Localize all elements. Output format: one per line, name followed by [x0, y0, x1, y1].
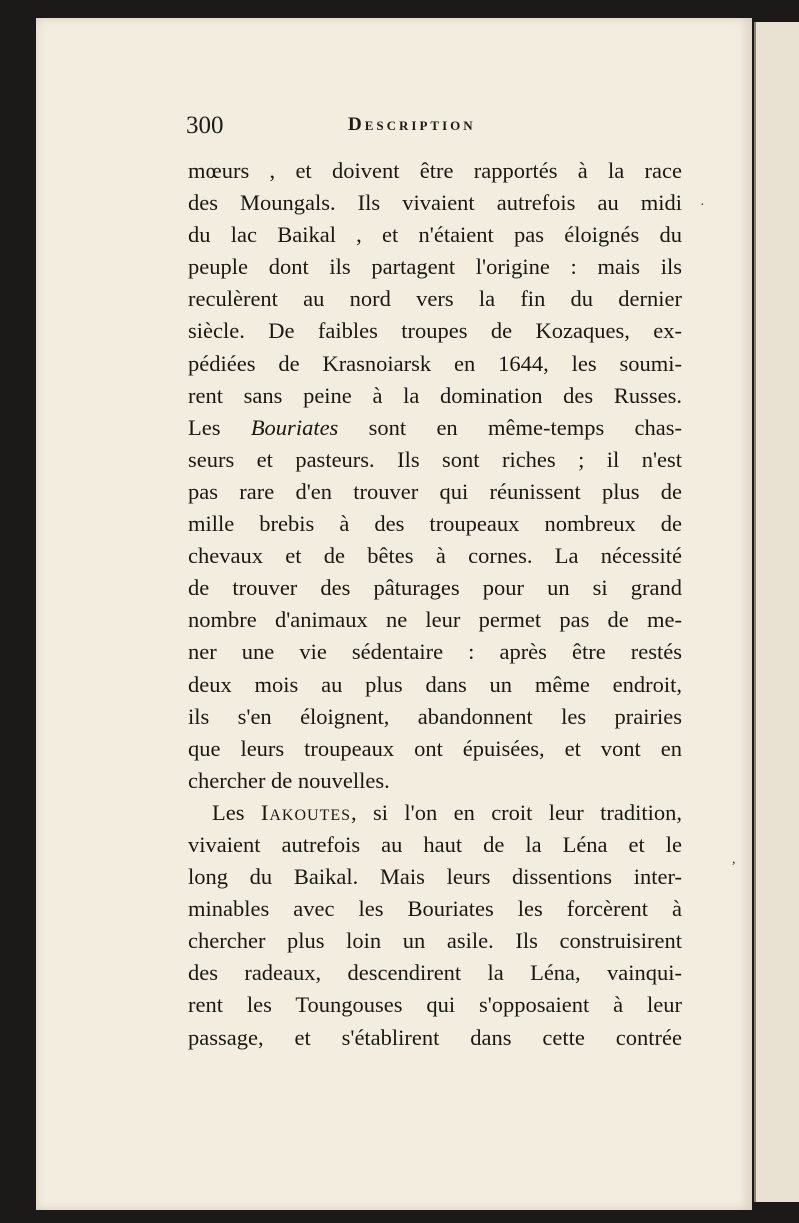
text-line: deux mois au plus dans un même endroit,	[188, 671, 682, 697]
text-line: passage, et s'établirent dans cette contrée	[188, 1024, 682, 1050]
text-line: nombre d'animaux ne leur permet pas de me-	[188, 607, 682, 633]
running-title: Description	[348, 114, 476, 135]
text-line: reculèrent au nord vers la fin du dernier	[188, 286, 682, 312]
page-number: 300	[186, 112, 224, 139]
text-line: de trouver des pâturages pour un si grand	[188, 575, 682, 601]
text-line: chercher de nouvelles.	[188, 767, 390, 793]
page-header	[186, 112, 682, 140]
text-line: du lac Baikal , et n'étaient pas éloignés du	[188, 222, 682, 248]
text-line: seurs et pasteurs. Ils sont riches ; il n'est	[188, 446, 682, 472]
text-line: pas rare d'en trouver qui réunissent plus de	[188, 478, 682, 504]
margin-speck: ,	[732, 852, 736, 867]
text-line: siècle. De faibles troupes de Kozaques, ex-	[188, 318, 682, 344]
text-line: des Moungals. Ils vivaient autrefois au midi	[188, 190, 682, 216]
text-line: ner une vie sédentaire : après être restés	[188, 639, 682, 665]
small-caps-term: Iakoutes	[260, 799, 352, 825]
text-line: rent sans peine à la domination des Russes.	[188, 382, 682, 408]
text-line: minables avec les Bouriates les forcèrent à	[188, 896, 682, 922]
text-fragment: , si l'on en croit leur tradition,	[351, 799, 683, 825]
text-line: pédiées de Krasnoiarsk en 1644, les soumi-	[188, 350, 682, 376]
text-line: long du Baikal. Mais leurs dissentions inter-	[188, 864, 682, 890]
text-line	[188, 797, 682, 829]
text-line: mœurs , et doivent être rapportés à la race	[188, 158, 682, 183]
adjacent-page-edge	[754, 22, 799, 1202]
text-line	[188, 412, 682, 444]
text-fragment: Les	[188, 414, 221, 440]
text-line: des radeaux, descendirent la Léna, vainqui-	[188, 960, 682, 986]
text-line: peuple dont ils partagent l'origine : mais ils	[188, 254, 682, 280]
italic-term: Bouriates	[250, 414, 339, 440]
body-text	[188, 155, 682, 1054]
text-line: ils s'en éloignent, abandonnent les prairies	[188, 703, 682, 729]
text-line: chercher plus loin un asile. Ils construisirent	[188, 928, 682, 954]
text-fragment: Les	[212, 799, 245, 825]
text-line: chevaux et de bêtes à cornes. La nécessité	[188, 543, 682, 569]
text-line: rent les Toungouses qui s'opposaient à leur	[188, 992, 682, 1018]
text-line: que leurs troupeaux ont épuisées, et vont en	[188, 735, 682, 761]
text-line: mille brebis à des troupeaux nombreux de	[188, 511, 682, 537]
text-line: vivaient autrefois au haut de la Léna et le	[188, 831, 682, 857]
text-fragment: sont en même-temps chas-	[368, 414, 682, 440]
margin-speck: ·	[700, 198, 705, 213]
